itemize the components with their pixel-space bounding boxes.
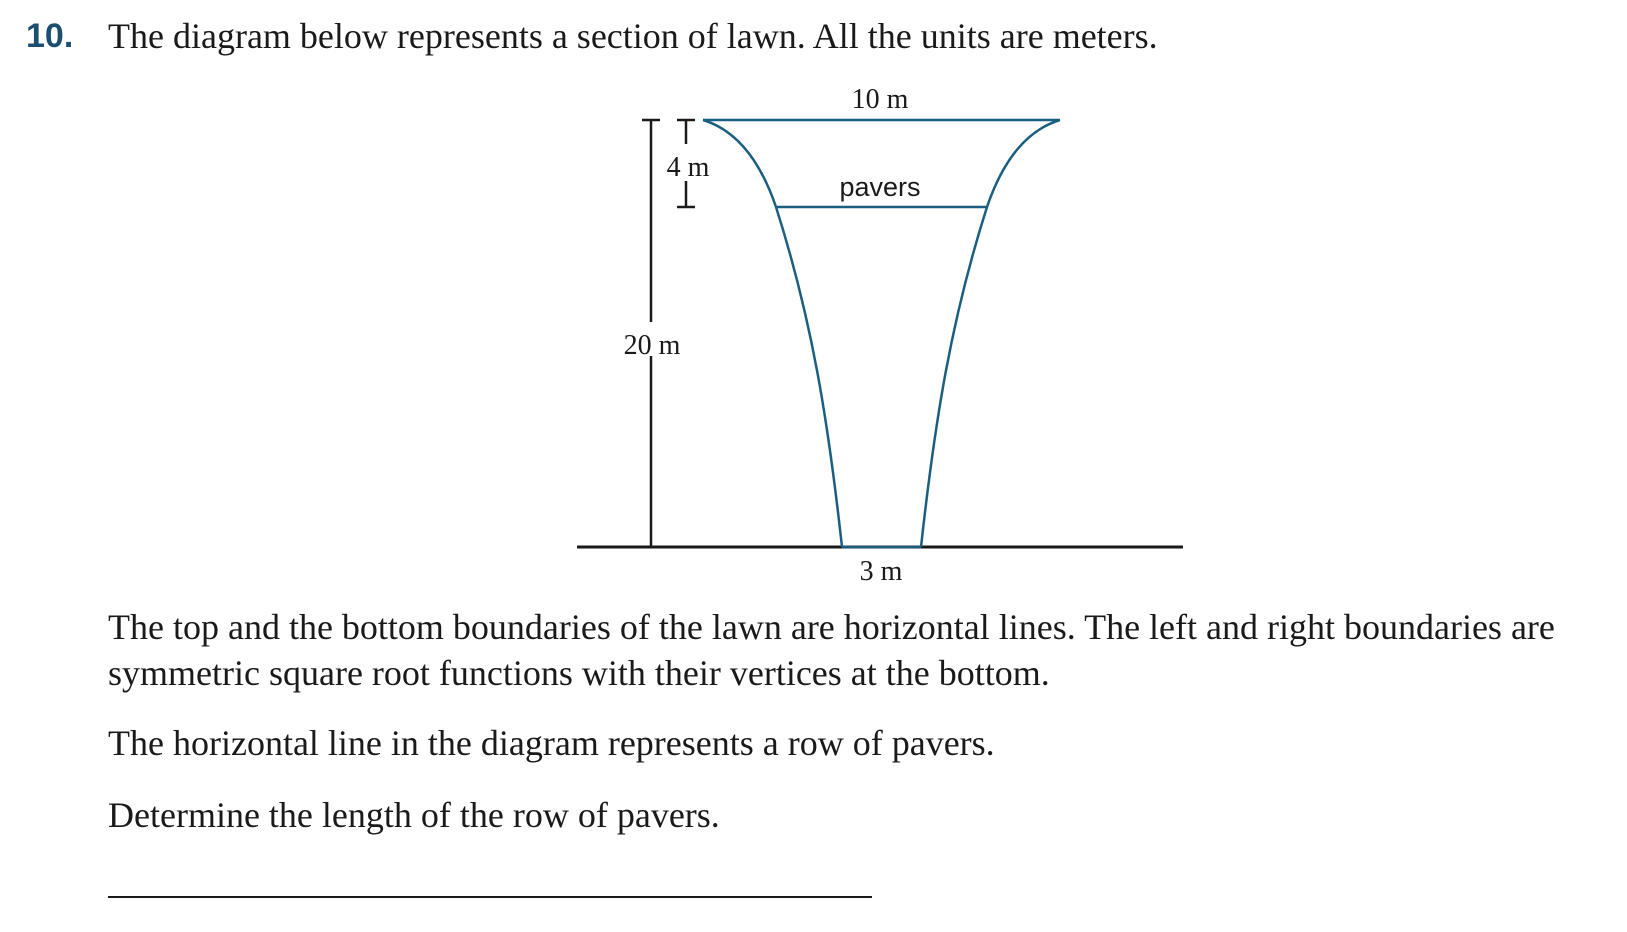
height-label: 20 m <box>623 330 681 361</box>
question-number: 10. <box>26 17 74 55</box>
paragraph-task: Determine the length of the row of pavers. <box>108 795 720 835</box>
top-width-label: 10 m <box>851 84 909 115</box>
question-text: The diagram below represents a section of lawn. All the units are meters. <box>108 16 1158 56</box>
lawn-right-boundary <box>921 120 1060 547</box>
paragraph-boundaries: The top and the bottom boundaries of the lawn are horizontal lines. The left and right boundaries are symmetric square root functions with their vertices at the bottom. <box>108 607 1555 693</box>
paragraph-pavers: The horizontal line in the diagram represents a row of pavers. <box>108 723 995 763</box>
pavers-depth-label: 4 m <box>666 152 710 183</box>
pavers-label: pavers <box>839 172 921 202</box>
lawn-left-boundary <box>703 120 842 547</box>
answer-line[interactable] <box>108 896 872 898</box>
bottom-width-label: 3 m <box>859 556 903 587</box>
